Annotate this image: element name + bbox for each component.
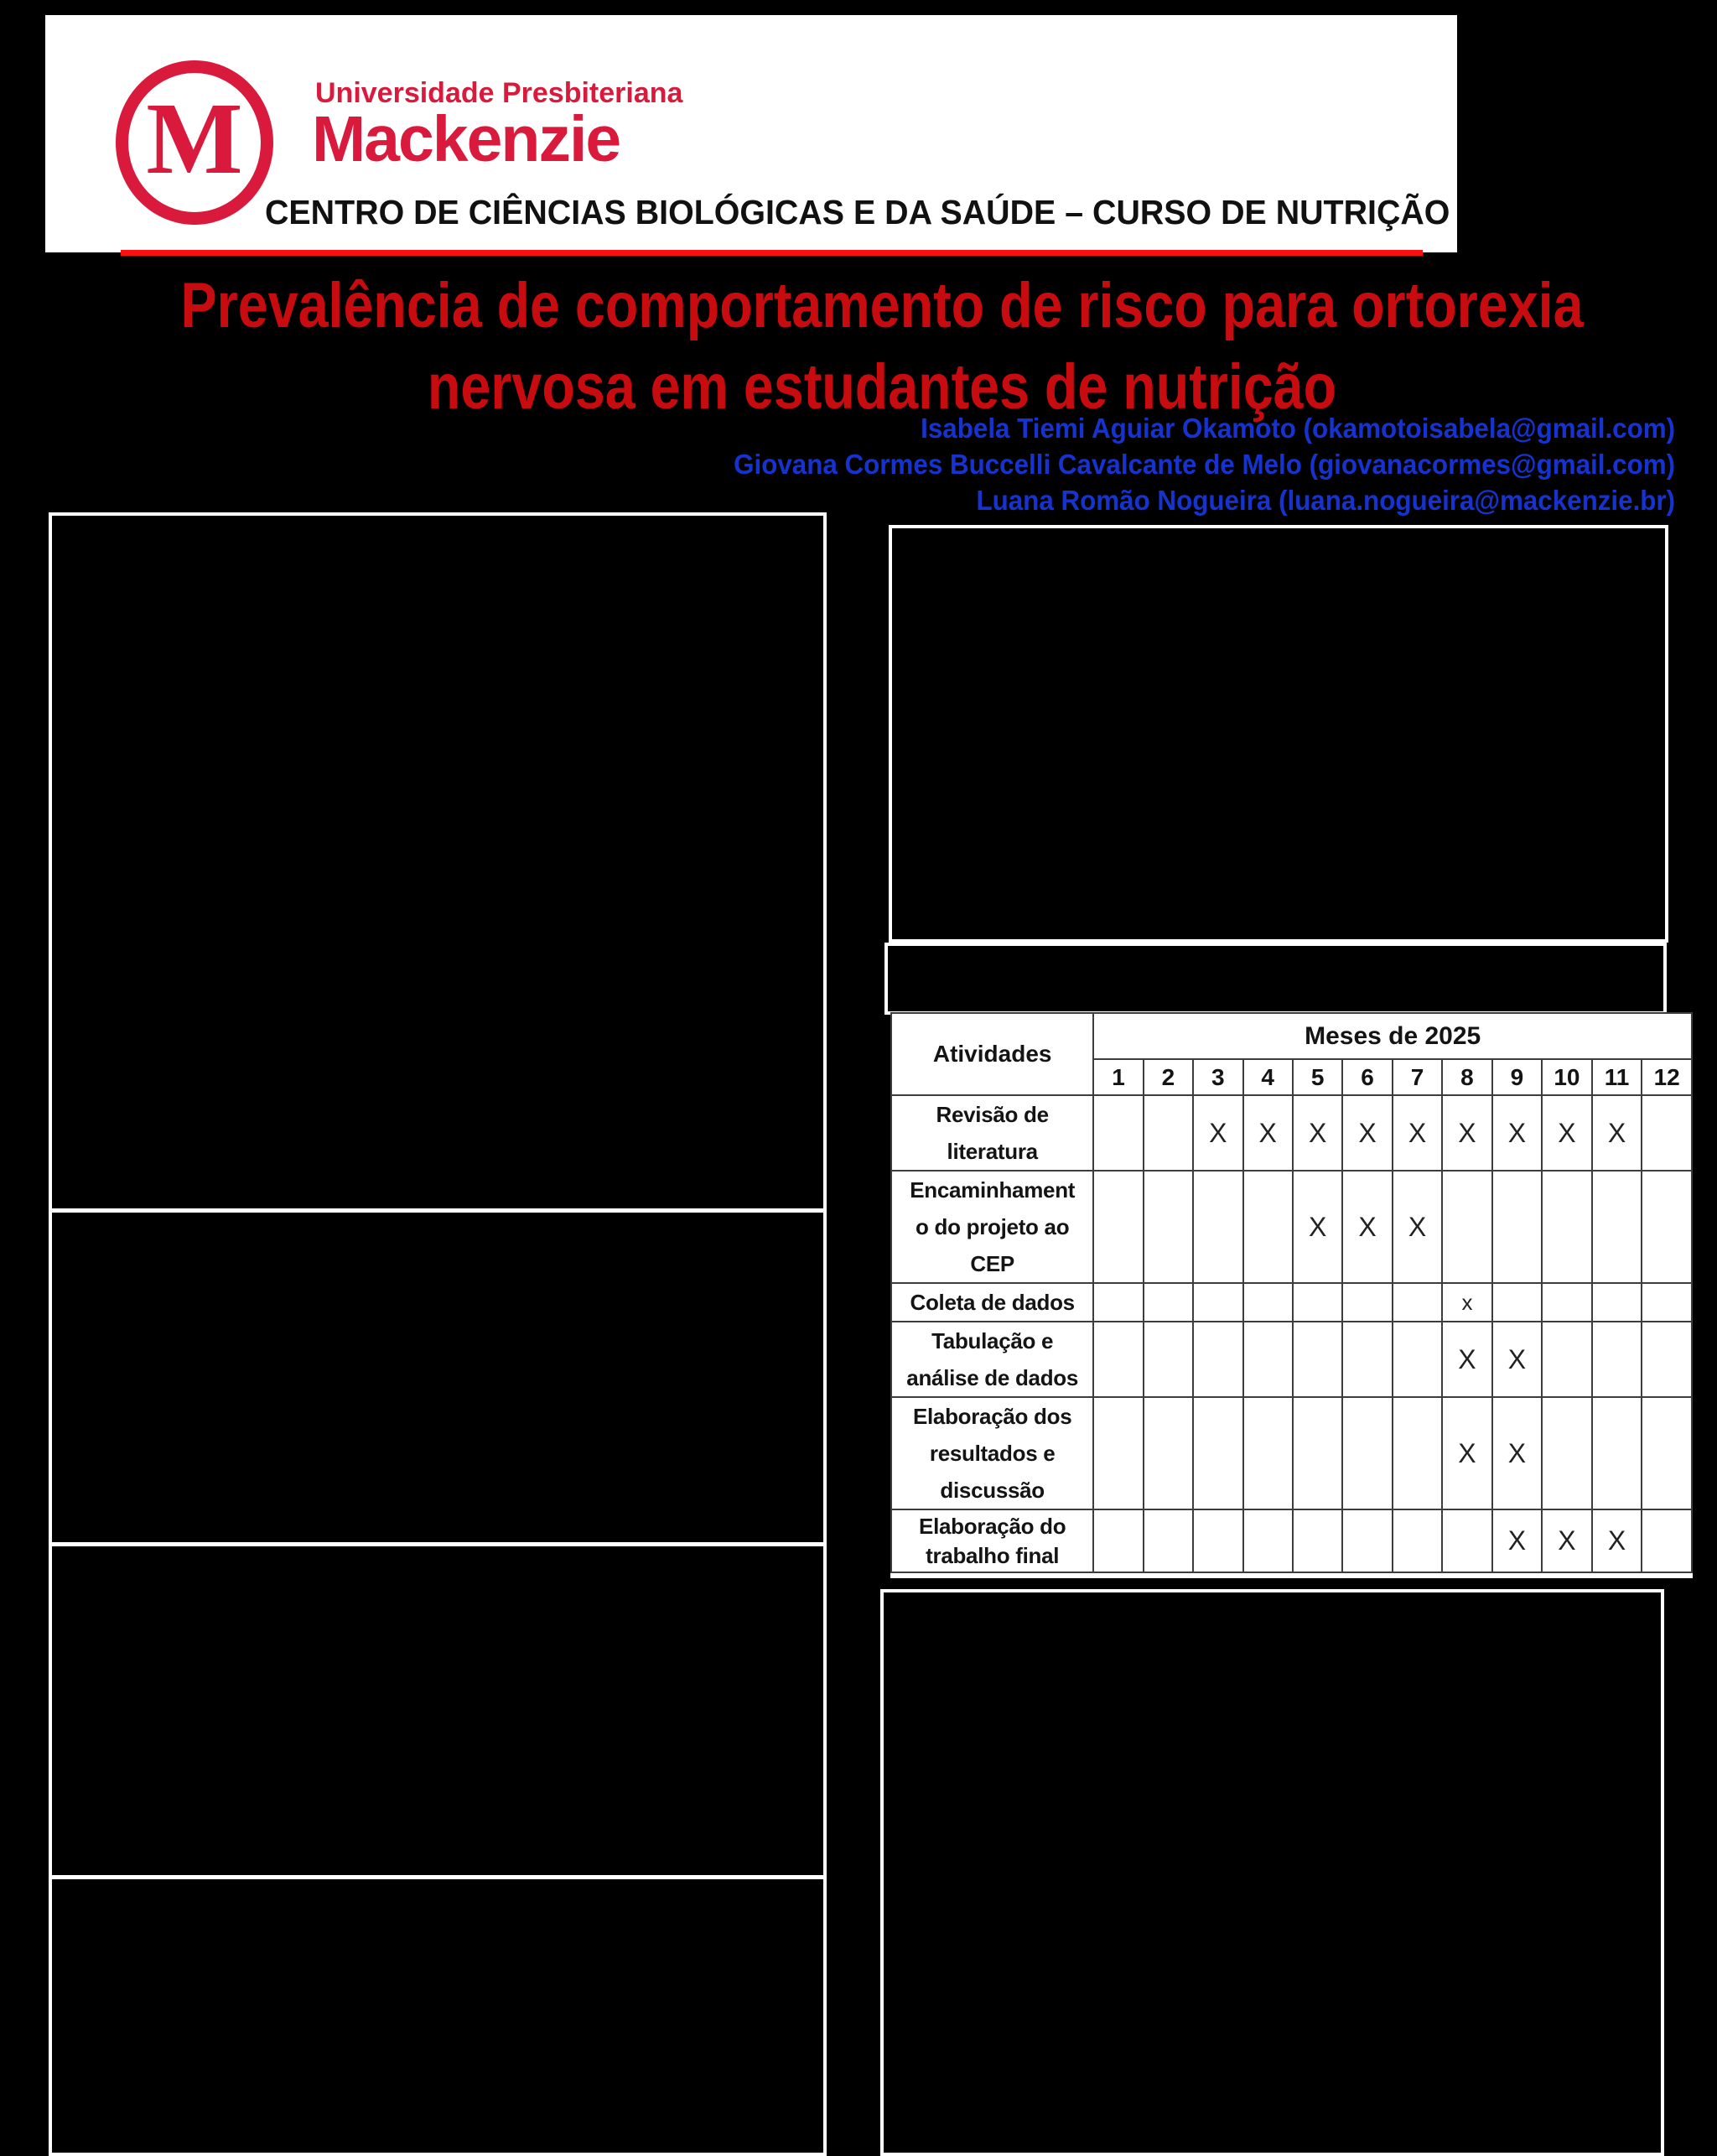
schedule-month-header: 6	[1342, 1059, 1392, 1095]
schedule-month-header: 1	[1093, 1059, 1143, 1095]
poster-title	[23, 265, 1717, 428]
schedule-mark-cell	[1293, 1322, 1342, 1397]
schedule-mark-cell	[1293, 1509, 1342, 1572]
schedule-mark-cell	[1144, 1322, 1193, 1397]
schedule-mark-cell	[1592, 1322, 1642, 1397]
schedule-mark-cell: X	[1592, 1509, 1642, 1572]
schedule-year-header: Meses de 2025	[1093, 1013, 1692, 1059]
schedule-mark-cell: X	[1293, 1171, 1342, 1283]
schedule-mark-cell	[1093, 1283, 1143, 1322]
schedule-mark-cell	[1243, 1509, 1293, 1572]
header-band	[45, 15, 1457, 252]
left-column-separator-1	[49, 1208, 827, 1213]
schedule-mark-cell	[1144, 1397, 1193, 1509]
poster-title-line-2: nervosa em estudantes de nutrição	[427, 351, 1337, 423]
schedule-month-header: 8	[1442, 1059, 1491, 1095]
schedule-activity-label: Revisão de literatura	[891, 1095, 1093, 1171]
schedule-mark-cell: X	[1492, 1095, 1542, 1171]
schedule-mark-cell	[1193, 1509, 1242, 1572]
schedule-mark-cell	[1293, 1397, 1342, 1509]
schedule-mark-cell	[1642, 1171, 1692, 1283]
schedule-mark-cell	[1592, 1171, 1642, 1283]
schedule-mark-cell	[1093, 1322, 1143, 1397]
schedule-mark-cell	[1144, 1171, 1193, 1283]
schedule-mark-cell	[1393, 1322, 1442, 1397]
schedule-mark-cell	[1193, 1397, 1242, 1509]
schedule-activity-label: Encaminhament o do projeto ao CEP	[891, 1171, 1093, 1283]
schedule-month-header: 9	[1492, 1059, 1542, 1095]
schedule-mark-cell	[1542, 1171, 1592, 1283]
schedule-mark-cell	[1642, 1509, 1692, 1572]
schedule-mark-cell	[1193, 1171, 1242, 1283]
schedule-month-header: 11	[1592, 1059, 1642, 1095]
mackenzie-logo	[116, 60, 273, 225]
schedule-mark-cell	[1642, 1283, 1692, 1322]
authors-block	[684, 410, 1675, 518]
schedule-mark-cell: X	[1193, 1095, 1242, 1171]
schedule-mark-cell	[1542, 1397, 1592, 1509]
schedule-mark-cell	[1293, 1283, 1342, 1322]
schedule-mark-cell	[1144, 1095, 1193, 1171]
schedule-mark-cell: X	[1442, 1397, 1491, 1509]
schedule-mark-cell	[1442, 1171, 1491, 1283]
poster-title-line-1: Prevalência de comportamento de risco para ortorexia	[180, 270, 1584, 341]
schedule-month-header: 5	[1293, 1059, 1342, 1095]
schedule-mark-cell: X	[1542, 1095, 1592, 1171]
content-box-right-top	[889, 525, 1668, 943]
schedule-mark-cell	[1542, 1283, 1592, 1322]
content-box-right-heading-strip	[884, 943, 1667, 1015]
schedule-activity-label: Elaboração dos resultados e discussão	[891, 1397, 1093, 1509]
schedule-mark-cell	[1642, 1095, 1692, 1171]
author-line-3: Luana Romão Nogueira (luana.nogueira@mackenzie.br)	[976, 485, 1675, 516]
schedule-mark-cell: x	[1442, 1283, 1491, 1322]
schedule-month-header: 3	[1193, 1059, 1242, 1095]
schedule-mark-cell	[1393, 1283, 1442, 1322]
content-box-left-column	[49, 512, 827, 2156]
schedule-month-header: 2	[1144, 1059, 1193, 1095]
schedule-mark-cell	[1193, 1283, 1242, 1322]
schedule-mark-cell	[1592, 1397, 1642, 1509]
schedule-month-header: 4	[1243, 1059, 1293, 1095]
schedule-mark-cell: X	[1342, 1095, 1392, 1171]
schedule-mark-cell: X	[1342, 1171, 1392, 1283]
schedule-mark-cell	[1542, 1322, 1592, 1397]
author-line-1: Isabela Tiemi Aguiar Okamoto (okamotoisabela@gmail.com)	[921, 413, 1675, 444]
schedule-activity-label: Coleta de dados	[891, 1283, 1093, 1322]
schedule-mark-cell	[1642, 1397, 1692, 1509]
schedule-mark-cell	[1342, 1283, 1392, 1322]
schedule-mark-cell: X	[1442, 1095, 1491, 1171]
author-line-2: Giovana Cormes Buccelli Cavalcante de Melo (giovanacormes@gmail.com)	[734, 449, 1675, 480]
schedule-mark-cell: X	[1293, 1095, 1342, 1171]
content-box-right-bottom	[880, 1589, 1664, 2156]
schedule-mark-cell: X	[1442, 1322, 1491, 1397]
schedule-mark-cell	[1442, 1509, 1491, 1572]
schedule-mark-cell: X	[1243, 1095, 1293, 1171]
mackenzie-logo-letter: M	[146, 82, 243, 195]
schedule-mark-cell: X	[1393, 1171, 1442, 1283]
schedule-mark-cell	[1093, 1509, 1143, 1572]
schedule-mark-cell	[1492, 1283, 1542, 1322]
schedule-mark-cell	[1642, 1322, 1692, 1397]
schedule-mark-cell	[1243, 1283, 1293, 1322]
header-divider	[121, 250, 1423, 256]
schedule-mark-cell	[1093, 1397, 1143, 1509]
schedule-month-header: 10	[1542, 1059, 1592, 1095]
schedule-mark-cell	[1342, 1509, 1392, 1572]
schedule-mark-cell	[1144, 1509, 1193, 1572]
schedule-mark-cell	[1093, 1095, 1143, 1171]
schedule-mark-cell: X	[1592, 1095, 1642, 1171]
schedule-mark-cell: X	[1393, 1095, 1442, 1171]
schedule-mark-cell	[1393, 1509, 1442, 1572]
schedule-month-header: 12	[1642, 1059, 1692, 1095]
schedule-activity-label: Tabulação e análise de dados	[891, 1322, 1093, 1397]
schedule-mark-cell	[1243, 1171, 1293, 1283]
department-label: CENTRO DE CIÊNCIAS BIOLÓGICAS E DA SAÚDE – CURSO DE NUTRIÇÃO	[265, 193, 1450, 231]
schedule-mark-cell	[1342, 1397, 1392, 1509]
schedule-mark-cell: X	[1492, 1509, 1542, 1572]
schedule-table-area	[890, 1012, 1693, 1578]
schedule-mark-cell	[1144, 1283, 1193, 1322]
schedule-mark-cell: X	[1492, 1322, 1542, 1397]
left-column-separator-2	[49, 1542, 827, 1546]
schedule-mark-cell	[1393, 1397, 1442, 1509]
schedule-mark-cell	[1243, 1322, 1293, 1397]
schedule-col-header: Atividades	[891, 1013, 1093, 1095]
schedule-mark-cell: X	[1492, 1397, 1542, 1509]
schedule-mark-cell	[1243, 1397, 1293, 1509]
schedule-table	[890, 1012, 1693, 1573]
university-name: Mackenzie	[312, 103, 620, 175]
schedule-mark-cell	[1592, 1283, 1642, 1322]
schedule-activity-label: Elaboração do trabalho final	[891, 1509, 1093, 1572]
schedule-mark-cell: X	[1542, 1509, 1592, 1572]
university-label: Universidade Presbiteriana	[315, 77, 683, 109]
schedule-mark-cell	[1342, 1322, 1392, 1397]
schedule-month-header: 7	[1393, 1059, 1442, 1095]
left-column-separator-3	[49, 1875, 827, 1879]
schedule-mark-cell	[1093, 1171, 1143, 1283]
schedule-mark-cell	[1193, 1322, 1242, 1397]
schedule-mark-cell	[1492, 1171, 1542, 1283]
